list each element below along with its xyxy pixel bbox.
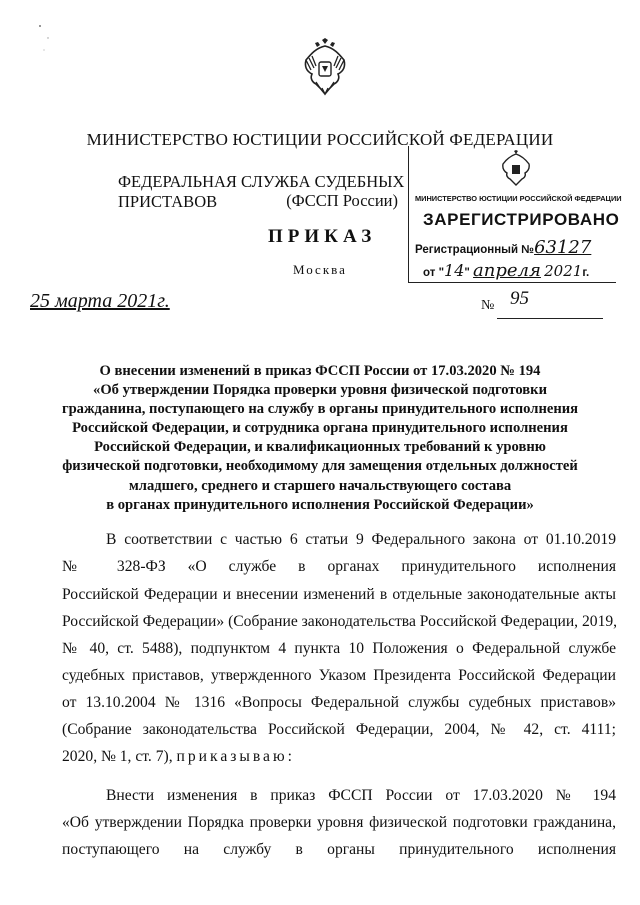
body-line: В соответствии с частью 6 статьи 9 Федерального закона от 01.10.2019: [106, 531, 616, 548]
stamp-status: ЗАРЕГИСТРИРОВАНО: [423, 210, 620, 229]
order-date: 25 марта 2021г.: [30, 290, 170, 312]
stamp-date-day: 14: [444, 261, 465, 280]
body-line-text: 2020, № 1, ст. 7),: [62, 748, 173, 765]
stamp-date-suffix: г.: [582, 267, 590, 279]
order-number: 95: [510, 288, 529, 309]
stamp-ministry: МИНИСТЕРСТВО ЮСТИЦИИ РОССИЙСКОЙ ФЕДЕРАЦИИ: [415, 194, 622, 203]
service-abbreviation: (ФССП России): [286, 191, 398, 210]
title-line: «Об утверждении Порядка проверки уровня физической подготовки: [93, 382, 547, 399]
title-line: физической подготовки, необходимому для замещения отдельных должностей: [62, 458, 578, 475]
body-line: Внести изменения в приказ ФССП России от 17.03.2020 № 194: [106, 787, 616, 804]
body-line: № 40, ст. 5488), подпунктом 4 пункта 10 Положения о Федеральной службе: [62, 640, 616, 657]
title-line: Российской Федерации, и сотрудника органа принудительного исполнения: [72, 420, 568, 437]
title-line: младшего, среднего и старшего начальствующего состава: [128, 477, 512, 494]
title-line: Российской Федерации, и квалификационных требований к уровню: [94, 439, 546, 456]
stamp-emblem-icon: [501, 150, 531, 186]
stamp-date-year: 2021: [544, 262, 583, 280]
stamp-registration-line: [415, 237, 591, 258]
registration-stamp: [408, 146, 622, 283]
stamp-reg-label: Регистрационный №: [415, 244, 535, 256]
order-title: [60, 362, 580, 515]
body-line: от 13.10.2004 № 1316 «Вопросы Федеральной службы судебных приставов»: [62, 694, 616, 711]
coat-of-arms-icon: [302, 38, 348, 96]
title-line: гражданина, поступающего на службу в органы принудительного исполнения: [61, 401, 579, 418]
body-line: Российской Федерации» (Собрание законодательства Российской Федерации, 2019,: [62, 613, 618, 630]
body-line: (Собрание законодательства Российской Федерации, 2004, № 42, ст. 4111;: [62, 721, 616, 738]
body-line: № 328-ФЗ «О службе в органах принудительного исполнения: [62, 558, 616, 575]
stamp-date-month: апреля: [473, 260, 541, 281]
body-line: [62, 748, 616, 766]
body-line: судебных приставов, утвержденного Указом Президента Российской Федерации: [62, 667, 616, 684]
body-line: Российской Федерации и внесении изменений в отдельные законодательные акты: [62, 586, 616, 603]
title-line: в органах принудительного исполнения Российской Федерации»: [106, 496, 534, 513]
ministry-name: МИНИСТЕРСТВО ЮСТИЦИИ РОССИЙСКОЙ ФЕДЕРАЦИИ: [86, 130, 554, 149]
order-number-underline: [497, 318, 603, 319]
stamp-reg-number: 63127: [534, 237, 592, 258]
stamp-date-prefix: от: [423, 267, 436, 279]
city: Москва: [293, 262, 347, 277]
body-line: «Об утверждении Порядка проверки уровня физической подготовки гражданина,: [62, 814, 616, 831]
scan-marks: [38, 20, 58, 60]
title-line: О внесении изменений в приказ ФССП России от 17.03.2020 № 194: [99, 363, 541, 379]
order-word: приказываю:: [176, 748, 295, 765]
order-number-label: №: [481, 298, 495, 313]
document-type: ПРИКАЗ: [268, 226, 377, 247]
body-line: поступающего на службу в органы принудительного исполнения: [62, 841, 616, 858]
stamp-date-line: от "14" апреля 2021г.: [423, 260, 590, 281]
service-name: ФЕДЕРАЛЬНАЯ СЛУЖБА СУДЕБНЫХ ПРИСТАВОВ: [118, 172, 405, 211]
